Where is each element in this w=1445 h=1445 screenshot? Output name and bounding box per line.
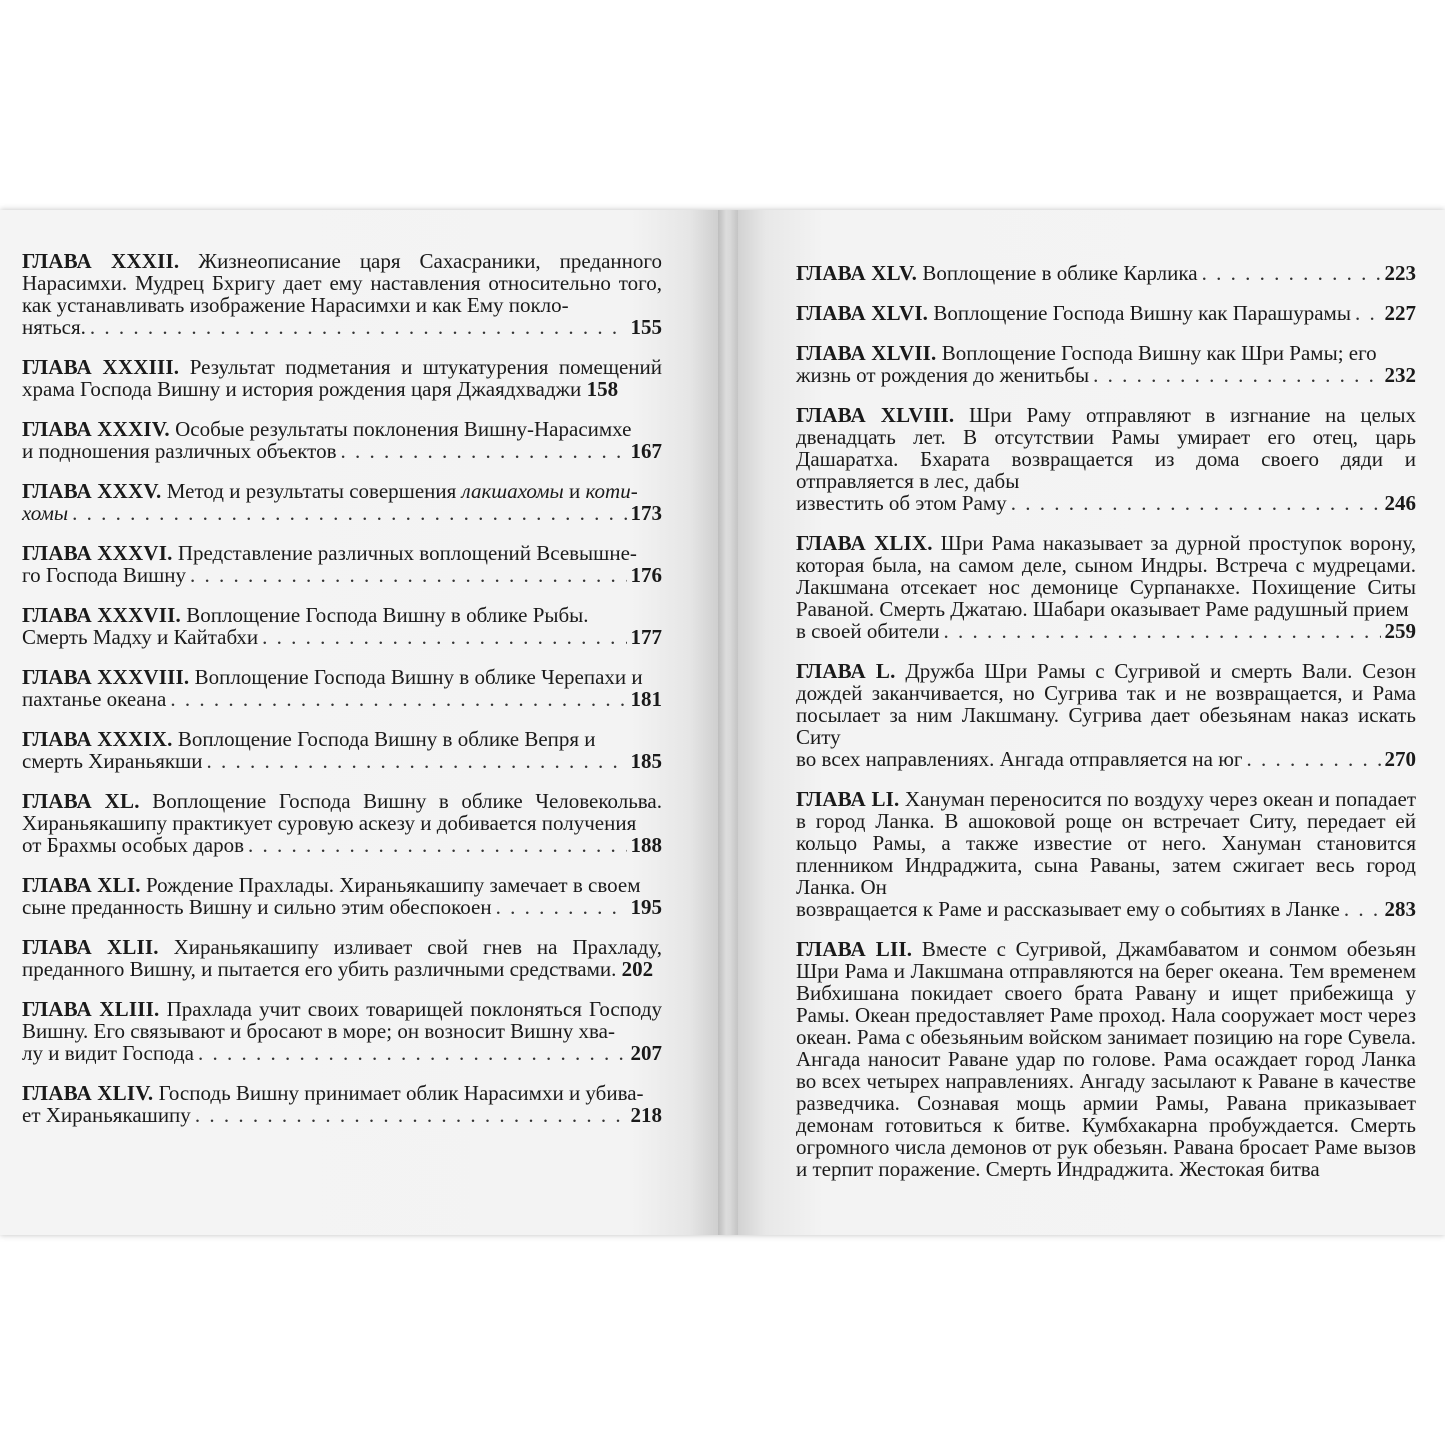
entry-text-italic: коти- [585, 479, 638, 503]
leader-dots [170, 688, 626, 710]
entry-text: Хираньякашипу изливает свой гнев на Прахладу, преданного Вишну, и пытается его убить различными средствами. [22, 935, 663, 981]
entry-text: Дружба Шри Рамы с Сугривой и смерть Вали. Сезон дождей заканчивается, но Сугрива так и не возвращается, и Рама посылает за ним Лакшману. Сугрива дает обезьянам наказ искать Ситу [796, 659, 1417, 749]
toc-entry [22, 250, 662, 338]
entry-text: Вместе с Сугривой, Джамбаватом и сонмом обезьян Шри Рама и Лакшмана отправляются на берег океана. Тем временем Вибхишана покидает своего брата Равану и ищет прибежища у Рамы. Океан предоставляет Раме проход. Нала сооружает мост через океан. Рама с обезьяньим войском занимает позицию на горе Сувела. Ангада наносит Раване удар по голове. Рама осаждает город Ланка во всех четырех направлениях. Ангаду засылают к Раване в качестве разведчика. Сознавая мощь армии Рамы, Равана приказывает демонам готовиться к битве. Кумбхакарна пробуждается. Смерть огромного числа демонов от рук обезьян. Равана бросает Раме вызов и терпит поражение. Смерть Индраджита. Жестокая битва [796, 937, 1417, 1181]
entry-text-tail: возвращается к Раме и рассказывает ему о событиях в Ланке [796, 897, 1340, 921]
entry-text-tail: и подношения различных объектов [22, 439, 337, 463]
leader-dots [72, 502, 626, 524]
chapter-label: ГЛАВА XXXIII. [22, 355, 180, 379]
entry-text: Метод и результаты совершения [166, 479, 457, 503]
toc-right [796, 262, 1416, 1198]
entry-text: Господь Вишну принимает облик Нарасимхи и убива- [158, 1081, 644, 1105]
page-number: 270 [1384, 747, 1416, 771]
page-number: 167 [630, 439, 662, 463]
page-number: 232 [1384, 363, 1416, 387]
chapter-label: ГЛАВА XXXV. [22, 479, 162, 503]
leader-dots [1355, 302, 1381, 324]
toc-entry [796, 302, 1416, 324]
page-number: 181 [630, 687, 662, 711]
leader-dots [943, 620, 1380, 642]
page-number: 173 [630, 501, 662, 525]
toc-entry [22, 542, 662, 586]
entry-text: Воплощение Господа Вишну в облике Рыбы. [186, 603, 589, 627]
toc-entry [796, 660, 1416, 770]
entry-text: Воплощение Господа Вишну в облике Человекольва. Хираньякашипу практикует суровую аскезу и добивается получения [22, 789, 663, 835]
page-number: 158 [586, 377, 619, 401]
chapter-label: ГЛАВА XLIII. [22, 997, 160, 1021]
entry-text: Воплощение Господа Вишну в облике Вепря и [177, 727, 596, 751]
entry-text-tail: няться. [22, 315, 86, 339]
toc-entry [796, 262, 1416, 284]
chapter-label: ГЛАВА L. [796, 659, 896, 683]
toc-entry [796, 342, 1416, 386]
leader-dots [248, 834, 627, 856]
entry-text-tail: от Брахмы особых даров [22, 833, 244, 857]
chapter-label: ГЛАВА XLVI. [796, 301, 929, 325]
entry-text-tail: в своей обители [796, 619, 940, 643]
leader-dots [206, 750, 626, 772]
toc-entry [796, 532, 1416, 642]
chapter-label: ГЛАВА XLII. [22, 935, 159, 959]
page-number: 176 [630, 563, 662, 587]
entry-text: Воплощение Господа Вишну как Шри Рамы; его [941, 341, 1377, 365]
chapter-label: ГЛАВА XXXVIII. [22, 665, 190, 689]
entry-text-tail: известить об этом Раму [796, 491, 1007, 515]
chapter-label: ГЛАВА XLIV. [22, 1081, 154, 1105]
leader-dots [198, 1042, 627, 1064]
entry-text: и [569, 479, 581, 503]
entry-text: Рождение Прахлады. Хираньякашипу замечает в своем [145, 873, 641, 897]
chapter-label: ГЛАВА XXXVI. [22, 541, 173, 565]
leader-dots [1093, 364, 1380, 386]
entry-text-italic: лакшахомы [461, 479, 564, 503]
page-number: 177 [630, 625, 662, 649]
entry-text: Жизнеописание царя Сахасраники, преданного Нарасимхи. Мудрец Бхригу дает ему наставления относительно того, как устанавливать изображение Нарасимхи и как Ему покло- [22, 249, 662, 317]
leader-dots [190, 564, 626, 586]
toc-entry [22, 936, 662, 980]
page-number: 185 [630, 749, 662, 773]
toc-entry [22, 604, 662, 648]
entry-text: Прахлада учит своих товарищей поклоняться Господу Вишну. Его связывают и бросают в море; он возносит Вишну хва- [22, 997, 663, 1043]
entry-text: Особые результаты поклонения Вишну-Нарасимхе [175, 417, 632, 441]
toc-left [22, 250, 662, 1144]
entry-text-tail: жизнь от рождения до женитьбы [796, 363, 1090, 387]
toc-entry [796, 404, 1416, 514]
chapter-label: ГЛАВА XLV. [796, 261, 918, 285]
chapter-label: ГЛАВА XXXIX. [22, 727, 173, 751]
page-number: 207 [630, 1041, 662, 1065]
page-number: 283 [1384, 897, 1416, 921]
entry-text-tail: Воплощение Господа Вишну как Парашурамы [933, 301, 1351, 325]
chapter-label: ГЛАВА XXXIV. [22, 417, 170, 441]
leader-dots [262, 626, 626, 648]
chapter-label: ГЛАВА XXXVII. [22, 603, 181, 627]
page-number: 223 [1384, 261, 1416, 285]
chapter-label: ГЛАВА XXXII. [22, 249, 180, 273]
entry-text-tail: пахтанье океана [22, 687, 167, 711]
toc-entry [22, 1082, 662, 1126]
entry-text-tail: ет Хираньякашипу [22, 1103, 191, 1127]
entry-text: Представление различных воплощений Всевышне- [177, 541, 637, 565]
leader-dots [195, 1104, 627, 1126]
toc-entry [22, 998, 662, 1064]
toc-entry [22, 480, 662, 524]
toc-entry [22, 728, 662, 772]
chapter-label: ГЛАВА XLVIII. [796, 403, 955, 427]
page-number: 227 [1384, 301, 1416, 325]
entry-text: Шри Раму отправляют в изгнание на целых двенадцать лет. В отсутствии Рамы умирает его отец, царь Дашаратха. Бхарата возвращается из дома своего дяди и отправляется в лес, дабы [796, 403, 1416, 493]
toc-entry [22, 790, 662, 856]
entry-text-tail: сыне преданность Вишну и сильно этим обеспокоен [22, 895, 492, 919]
page-number: 202 [621, 957, 654, 981]
toc-entry [22, 874, 662, 918]
entry-text-tail: во всех направлениях. Ангада отправляется на юг [796, 747, 1243, 771]
leader-dots [341, 440, 627, 462]
entry-text-tail: смерть Хираньякши [22, 749, 203, 773]
leader-dots [90, 316, 627, 338]
chapter-label: ГЛАВА LI. [796, 787, 900, 811]
right-page [738, 210, 1445, 1235]
left-page [0, 210, 718, 1235]
leader-dots [496, 896, 627, 918]
entry-text-tail: лу и видит Господа [22, 1041, 194, 1065]
entry-text: Хануман переносится по воздуху через океан и попадает в город Ланка. В ашоковой роще он встречает Ситу, передает ей кольцо Рамы, а также известие от него. Хануман становится пленником Индраджита, сына Раваны, затем сжигает весь город Ланка. Он [796, 787, 1417, 899]
chapter-label: ГЛАВА XLIX. [796, 531, 933, 555]
entry-text-tail: го Господа Вишну [22, 563, 187, 587]
leader-dots [1202, 262, 1381, 284]
entry-text: Воплощение Господа Вишну в облике Черепахи и [194, 665, 643, 689]
leader-dots [1011, 492, 1381, 514]
toc-entry [22, 666, 662, 710]
entry-text: Шри Рама наказывает за дурной проступок ворону, которая была, на самом деле, сыном Индры. Встреча с мудрецами. Лакшмана отсекает нос демонице Сурпанакхе. Похищение Ситы Раваной. Смерть Джатаю. Шабари оказывает Раме радушный прием [796, 531, 1417, 621]
book-spread [0, 210, 1445, 1235]
chapter-label: ГЛАВА XL. [22, 789, 140, 813]
entry-text-tail: хомы [22, 501, 69, 525]
page-number: 218 [630, 1103, 662, 1127]
chapter-label: ГЛАВА XLVII. [796, 341, 937, 365]
chapter-label: ГЛАВА LII. [796, 937, 913, 961]
toc-entry [796, 938, 1416, 1180]
chapter-label: ГЛАВА XLI. [22, 873, 141, 897]
page-number: 259 [1384, 619, 1416, 643]
leader-dots [1344, 898, 1381, 920]
entry-text-tail: Воплощение в облике Карлика [922, 261, 1198, 285]
toc-entry [22, 356, 662, 400]
page-number: 155 [630, 315, 662, 339]
toc-entry [22, 418, 662, 462]
book-gutter [718, 210, 738, 1235]
entry-text: Результат подметания и штукатурения помещений храма Господа Вишну и история рождения царя Джаядхваджи [22, 355, 663, 401]
page-number: 246 [1384, 491, 1416, 515]
leader-dots [1247, 748, 1381, 770]
toc-entry [796, 788, 1416, 920]
page-number: 195 [630, 895, 662, 919]
entry-text-tail: Смерть Мадху и Кайтабхи [22, 625, 259, 649]
page-number: 188 [630, 833, 662, 857]
